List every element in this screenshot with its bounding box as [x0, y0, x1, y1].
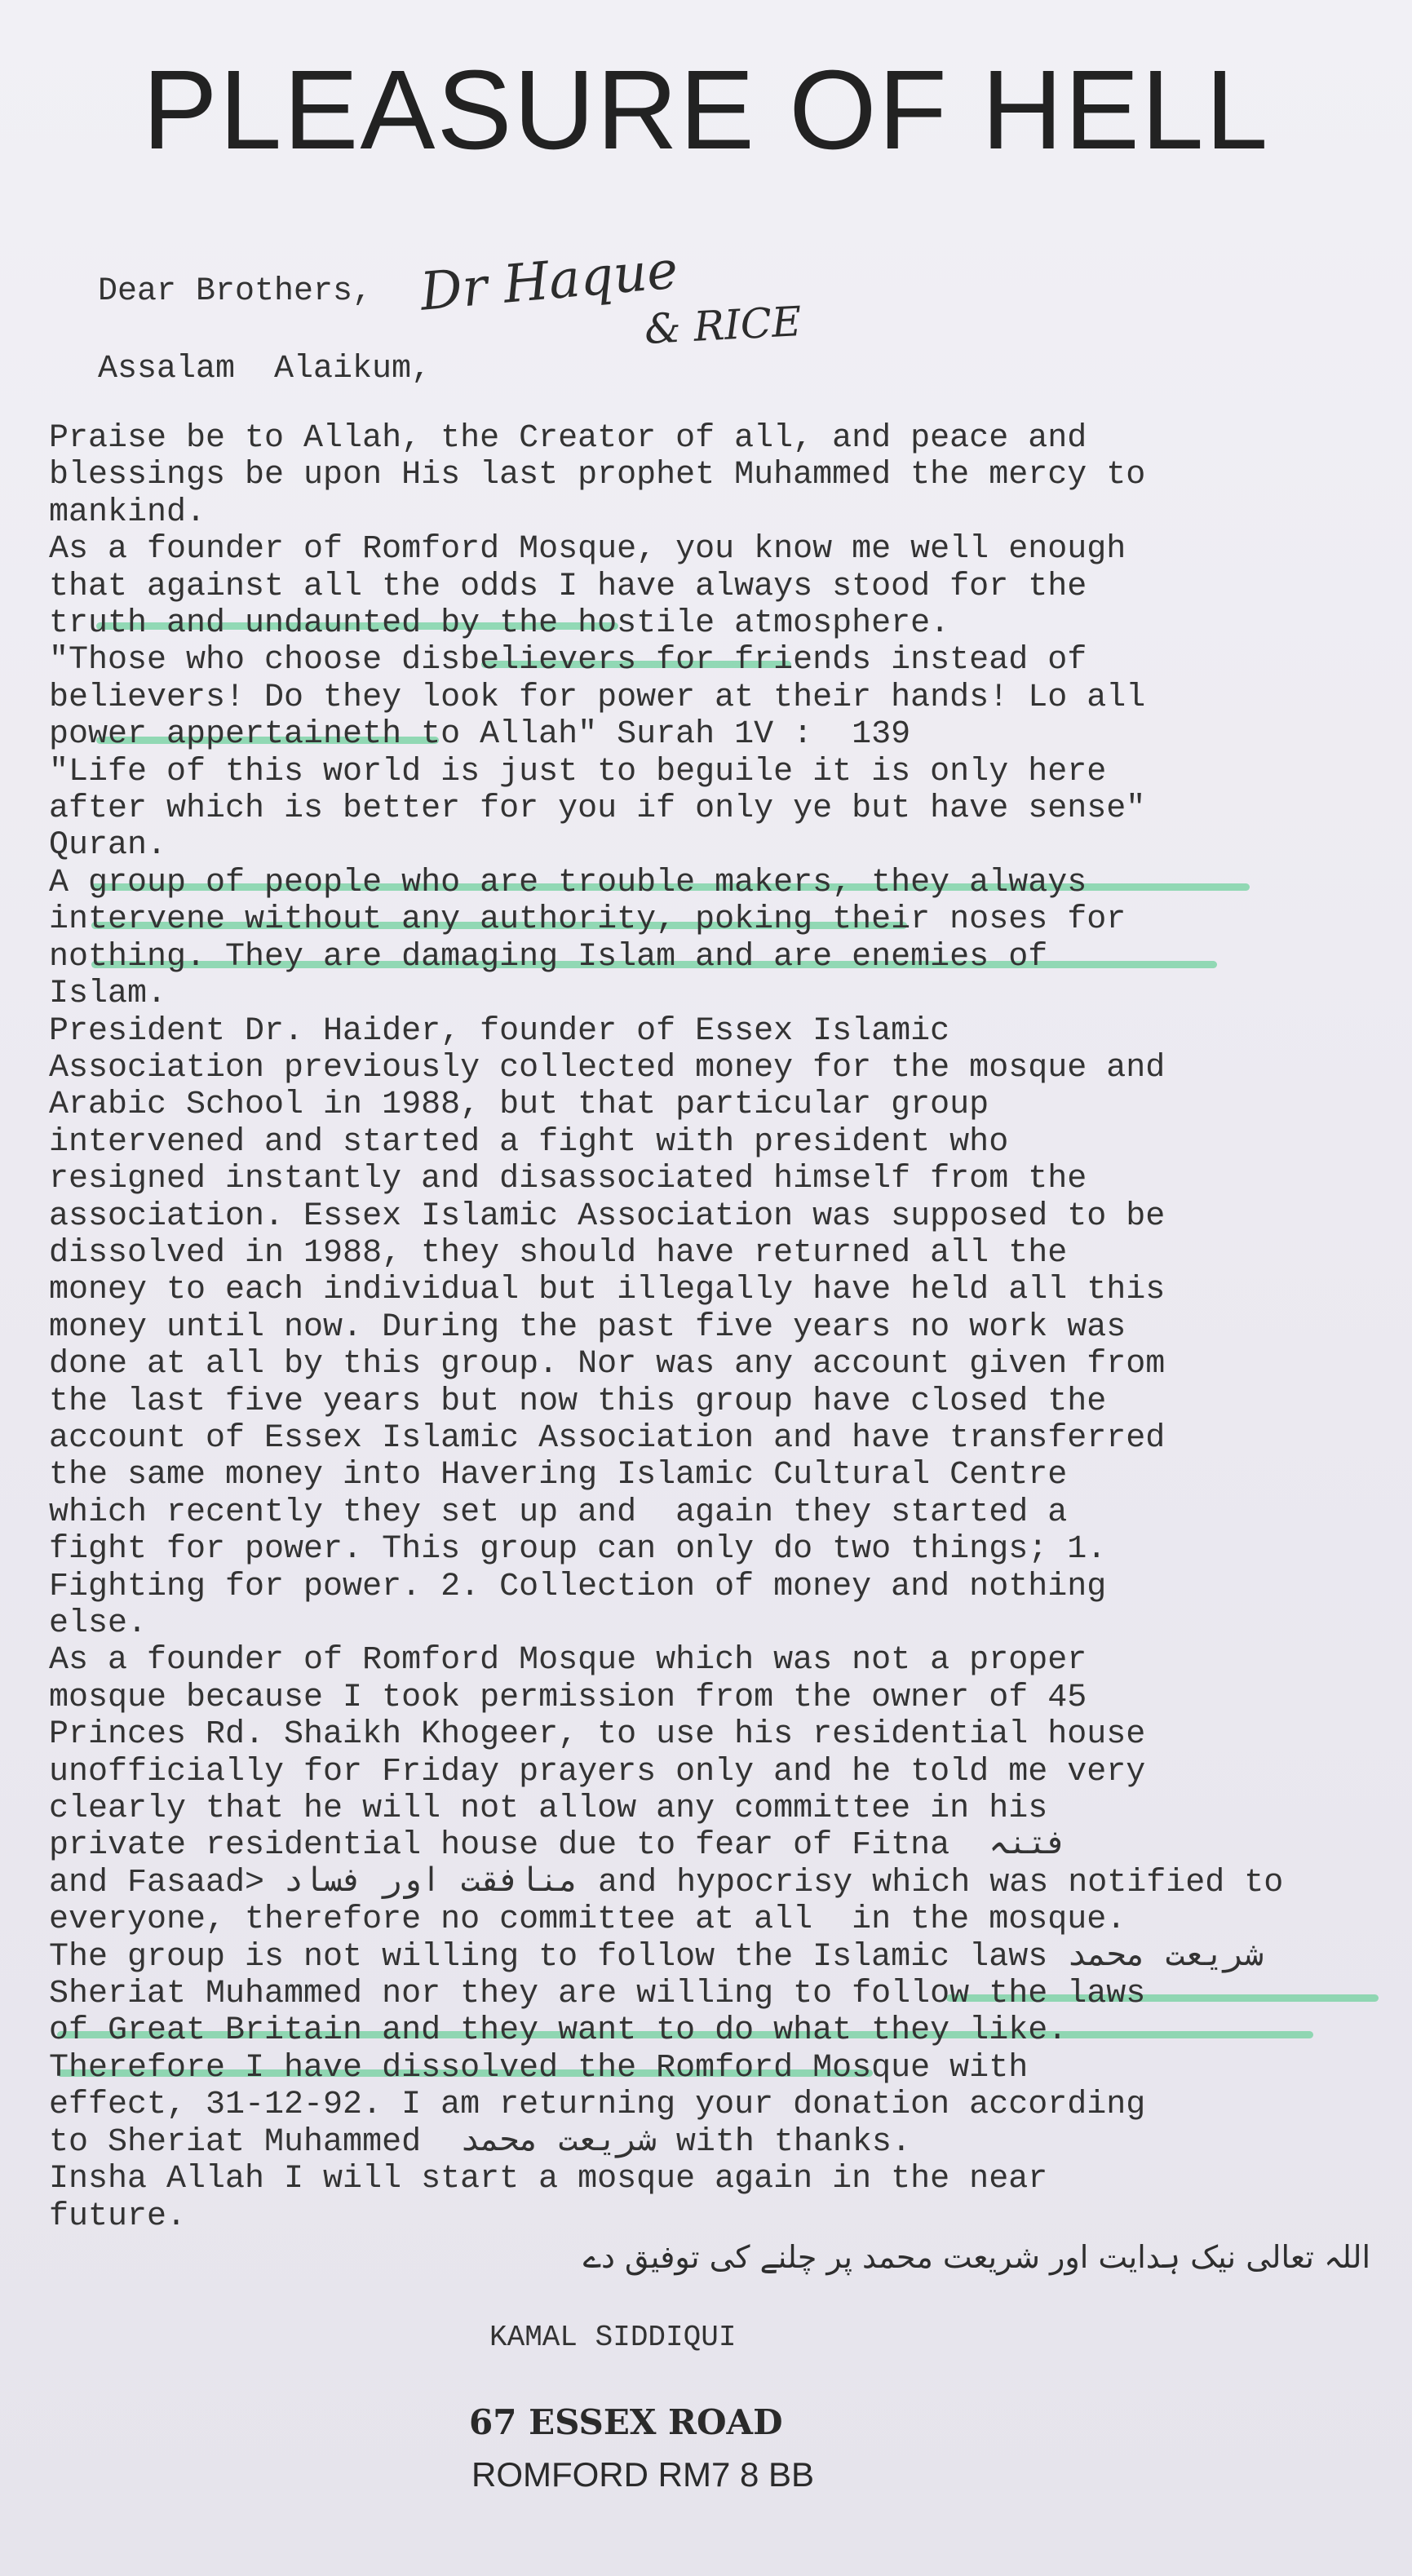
body-line: The group is not willing to follow the Islamic laws شریعت محمد [49, 1938, 1264, 1976]
body-line: after which is better for you if only ye but have sense" [49, 790, 1146, 828]
body-line: President Dr. Haider, founder of Essex Islamic [49, 1012, 950, 1050]
body-line: Fighting for power. 2. Collection of money and nothing [49, 1568, 1107, 1605]
body-line: truth and undaunted by the hostile atmosphere. [49, 605, 950, 643]
body-line: else. [49, 1605, 148, 1642]
body-line: future. [49, 2198, 187, 2235]
body-line: resigned instantly and disassociated himself from the [49, 1161, 1087, 1198]
letter-body [49, 420, 1387, 2235]
body-line: private residential house due to fear of Fitna فتنہ [49, 1827, 1067, 1865]
body-line: Islam. [49, 976, 167, 1013]
body-line: Sheriat Muhammed nor they are willing to follow the laws [49, 1976, 1146, 2013]
body-line: mankind. [49, 494, 206, 531]
body-line: and Fasaad> منافقت اور فساد and hypocrisy which was notified to [49, 1864, 1284, 1901]
body-line: intervene without any authority, poking their noses for [49, 901, 1127, 939]
body-line: of Great Britain and they want to do what they like. [49, 2012, 1068, 2050]
body-line: "Those who choose disbelievers for friends instead of [49, 642, 1087, 679]
body-line: dissolved in 1988, they should have returned all the [49, 1234, 1068, 1272]
body-line: effect, 31-12-92. I am returning your donation according [49, 2087, 1146, 2124]
body-line: believers! Do they look for power at their hands! Lo all [49, 679, 1146, 716]
body-line: money to each individual but illegally have held all this [49, 1272, 1166, 1309]
body-line: fight for power. This group can only do two things; 1. [49, 1531, 1107, 1569]
address-line-1: 67 ESSEX ROAD [469, 2402, 783, 2442]
body-line: Quran. [49, 827, 167, 865]
body-line: As a founder of Romford Mosque, you know me well enough [49, 531, 1127, 569]
body-line: clearly that he will not allow any committee in his [49, 1790, 1048, 1828]
body-line: to Sheriat Muhammed شریعت محمد with thanks. [49, 2123, 911, 2161]
body-line: Princes Rd. Shaikh Khogeer, to use his residential house [49, 1716, 1146, 1754]
body-line: everyone, therefore no committee at all in the mosque. [49, 1901, 1127, 1939]
signature-name: KAMAL SIDDIQUI [489, 2321, 737, 2354]
body-line: Therefore I have dissolved the Romford Mosque with [49, 2049, 1029, 2087]
body-line: Arabic School in 1988, but that particular group [49, 1087, 989, 1124]
handwritten-name-2: & RICE [643, 298, 803, 353]
body-line: association. Essex Islamic Association was supposed to be [49, 1197, 1166, 1235]
body-line: Insha Allah I will start a mosque again in the near [49, 2161, 1048, 2198]
body-line: As a founder of Romford Mosque which was not a proper [49, 1642, 1087, 1680]
body-line: money until now. During the past five years no work was [49, 1308, 1127, 1346]
body-line: that against all the odds I have always stood for the [49, 568, 1087, 605]
body-line: mosque because I took permission from the owner of 45 [49, 1679, 1087, 1716]
body-line: "Life of this world is just to beguile it is only here [49, 753, 1107, 790]
address-line-2: ROMFORD RM7 8 BB [471, 2455, 815, 2494]
body-line: nothing. They are damaging Islam and are enemies of [49, 938, 1048, 976]
urdu-closing: اللہ تعالی نیک ہدایت اور شریعت محمد پر چلنے کی توفیق دے [582, 2239, 1370, 2275]
letter-title: PLEASURE OF HELL [142, 47, 1270, 173]
body-line: power appertaineth to Allah" Surah 1V : 139 [49, 716, 911, 754]
body-line: intervened and started a fight with president who [49, 1123, 1009, 1161]
body-line: the last five years but now this group have closed the [49, 1383, 1107, 1420]
body-line: unofficially for Friday prayers only and he told me very [49, 1753, 1146, 1790]
body-line: Praise be to Allah, the Creator of all, and peace and [49, 420, 1087, 457]
greeting: Assalam Alaikum, [98, 351, 432, 387]
salutation: Dear Brothers, [98, 273, 373, 310]
body-line: the same money into Havering Islamic Cultural Centre [49, 1457, 1068, 1494]
body-line: A group of people who are trouble makers, they always [49, 864, 1087, 901]
body-line: done at all by this group. Nor was any account given from [49, 1346, 1166, 1383]
body-line: which recently they set up and again they started a [49, 1494, 1068, 1531]
body-line: account of Essex Islamic Association and have transferred [49, 1419, 1166, 1457]
body-line: blessings be upon His last prophet Muhammed the mercy to [49, 457, 1146, 494]
body-line: Association previously collected money for the mosque and [49, 1049, 1166, 1087]
handwritten-name-1: Dr Haque [418, 240, 680, 323]
